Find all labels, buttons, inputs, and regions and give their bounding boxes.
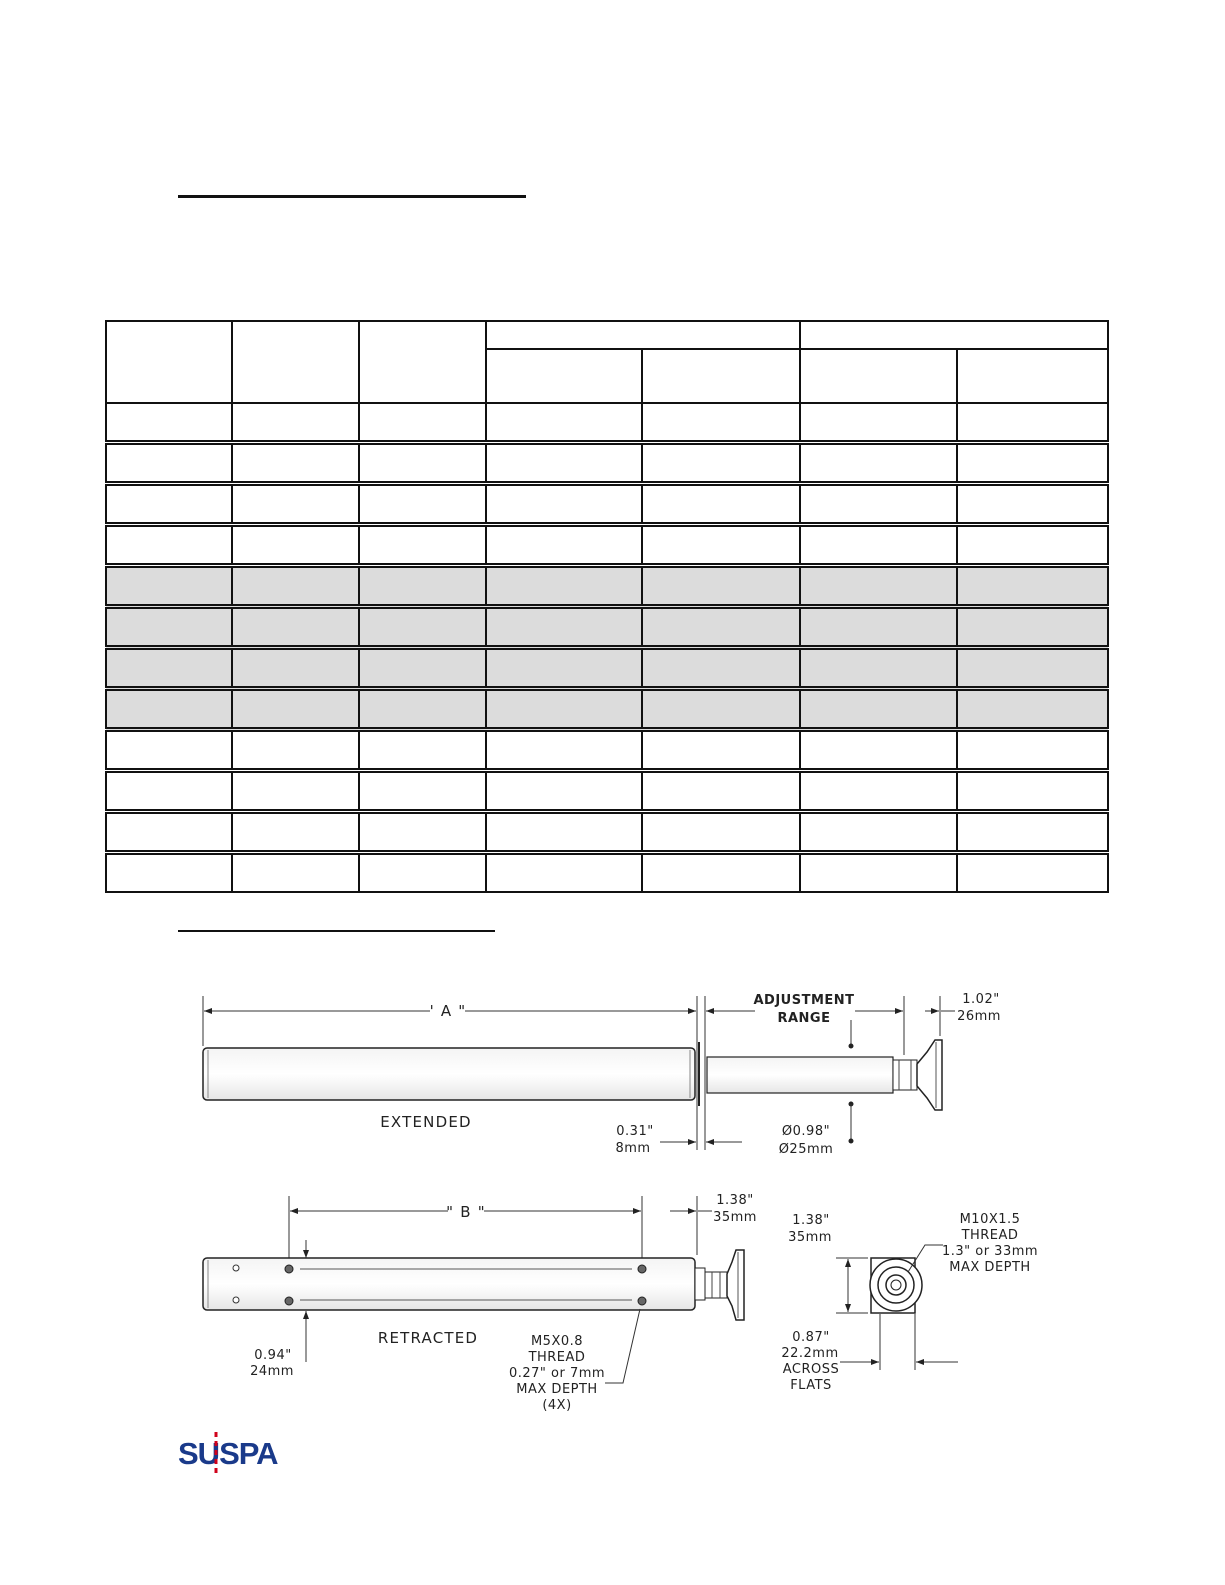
across-flats-mm: 22.2mm (781, 1346, 839, 1361)
extended-label: EXTENDED (380, 1113, 472, 1131)
retracted-foot-in: 1.38" (716, 1193, 754, 1208)
m10-thread-line1: M10X1.5 (959, 1212, 1021, 1227)
hole-spacing-in: 0.94" (254, 1348, 292, 1363)
m5-thread-line3: 0.27" or 7mm (508, 1366, 606, 1381)
rod-diameter-in: Ø0.98" (781, 1124, 831, 1139)
end-view-height-in: 1.38" (792, 1213, 830, 1228)
extended-view (203, 992, 1001, 1157)
adjustment-range-line1: ADJUSTMENT (753, 993, 855, 1008)
suspa-logo (178, 1430, 278, 1478)
m5-thread-line5: (4X) (542, 1398, 572, 1413)
logo-text: SUSPA (178, 1436, 278, 1471)
dim-b-label: " B " (446, 1203, 486, 1221)
across-flats-in: 0.87" (792, 1330, 830, 1345)
m5-thread-line1: M5X0.8 (530, 1334, 584, 1349)
hole-spacing-mm: 24mm (250, 1364, 294, 1379)
rod-diameter-mm: Ø25mm (778, 1142, 834, 1157)
m10-thread-line4: MAX DEPTH (949, 1260, 1031, 1275)
across-flats-line3: ACROSS (782, 1362, 840, 1377)
m5-thread-line4: MAX DEPTH (516, 1382, 598, 1397)
m10-thread-line3: 1.3" or 33mm (941, 1244, 1039, 1259)
dim-a-label: ' A " (429, 1002, 467, 1020)
gap-in: 0.31" (616, 1124, 654, 1139)
m10-thread-line2: THREAD (961, 1228, 1019, 1243)
adjustment-range-line2: RANGE (777, 1011, 831, 1026)
retracted-label: RETRACTED (377, 1329, 479, 1347)
across-flats-line4: FLATS (790, 1378, 832, 1393)
gap-mm: 8mm (615, 1141, 651, 1156)
retracted-view (203, 1193, 757, 1413)
end-view (781, 1212, 1038, 1393)
end-view-height-mm: 35mm (788, 1230, 832, 1245)
m5-thread-line2: THREAD (528, 1350, 586, 1365)
retracted-foot-mm: 35mm (713, 1210, 757, 1225)
foot-height-in: 1.02" (962, 992, 1000, 1007)
foot-height-mm: 26mm (957, 1009, 1001, 1024)
